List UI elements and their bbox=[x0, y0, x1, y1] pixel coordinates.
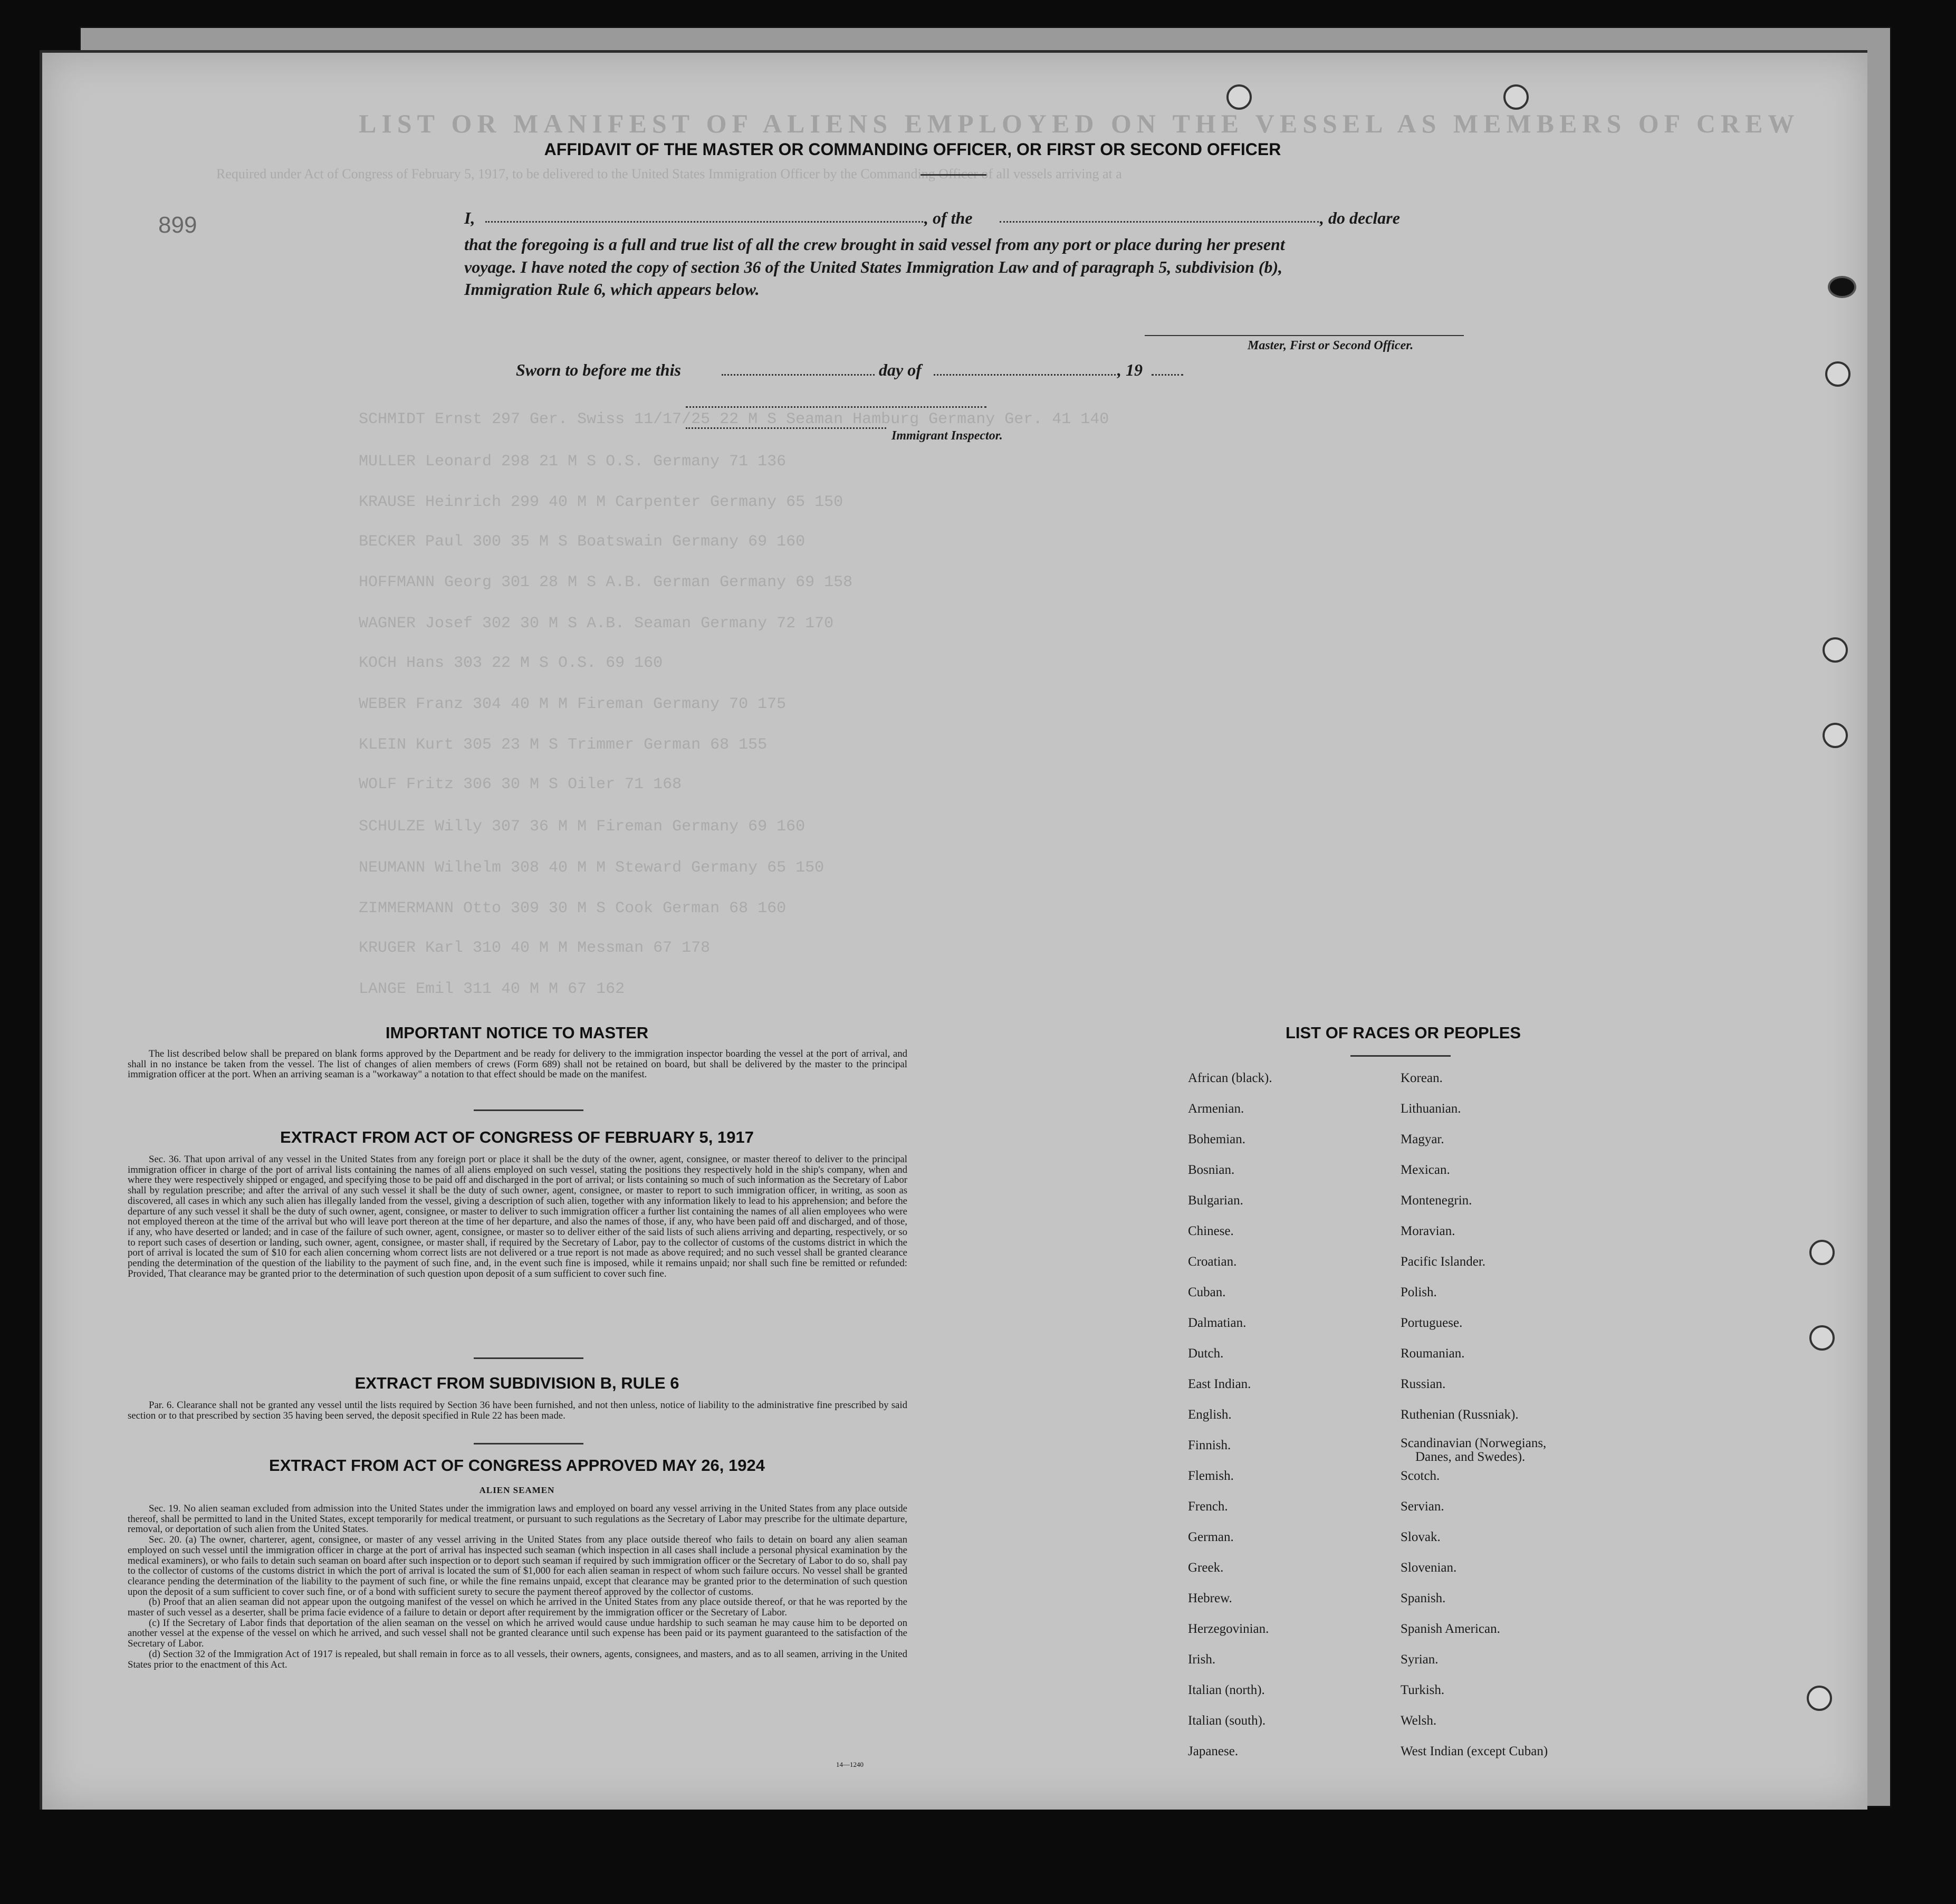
sec36-paragraph: Sec. 36. That upon arrival of any vessel in the United States from any foreign port or place it shall be the duty of the owner, agent, consignee, or master thereof to deliver to the principal immigration officer in charge of the port of arrival lists containing the names of all aliens employed on such vessel, stating the positions they respectively hold in the ship's company, when and where they were respectively shipped or engaged, and specifying those to be paid off and discharged in the port of arrival; or lists containing so much of such information as the Secretary of Labor shall by regulation prescribe; and after the arrival of any such vessel it shall be the duty of such owner, agent, consignee, or master to report to such immigration officer, in writing, as soon as discovered, all cases in which any such alien has illegally landed from the vessel, giving a description of such alien, together with any information likely to lead to his apprehension; and before the departure of any such vessel it shall be the duty of such owner, agent, consignee, or master to deliver to such immigration officer a further list containing the names of all alien employees who were not employed thereon at the time of the arrival but who will leave port thereon at the time of her departure, and also the names of those, if any, who have been paid off and discharged, and of those, if any, who have deserted or landed; and in case of the failure of such owner, agent, consignee, or master so to deliver either of the said lists of such aliens arriving and departing, respectively, or so to report such cases of desertion or landing, such owner, agent, consignee, or master shall, if required by the Secretary of Labor, pay to the collector of customs of the customs district in which the port of arrival is located the sum of $10 for each alien concerning whom correct lists are not delivered or a true report is not made as above required; and no such vessel shall be granted clearance pending the determination of the question of the liability to the payment of such fine, and, in the event such fine is imposed, while it remains unpaid; nor shall such fine be remitted or refunded: Provided, That clearance may be granted prior to the determination of such question upon deposit of a sum sufficient to cover such fine. bbox=[128, 1154, 907, 1279]
divider bbox=[474, 1357, 583, 1359]
race-item: Dutch. bbox=[1188, 1346, 1224, 1361]
binder-hole bbox=[1823, 723, 1848, 748]
sec20c-paragraph: (c) If the Secretary of Labor finds that deportation of the alien seaman on the vessel on which he arrived would cause undue hardship to such seaman he may cause him to be deported on another vessel at the expense of the vessel on which he arrived, and such vessel shall not be granted clearance until such expense has been paid or its payment guaranteed to the satisfaction of the Secretary of Labor. bbox=[128, 1617, 907, 1650]
race-item: Bosnian. bbox=[1188, 1163, 1235, 1177]
binder-hole bbox=[1825, 361, 1850, 387]
name-blank[interactable] bbox=[485, 221, 923, 223]
race-item: Polish. bbox=[1401, 1285, 1437, 1299]
race-item: Korean. bbox=[1401, 1071, 1443, 1085]
extract-1924-body bbox=[128, 1504, 907, 1670]
race-item: Herzegovinian. bbox=[1188, 1622, 1269, 1636]
inspector-signature-line[interactable] bbox=[686, 406, 986, 408]
form-code: 14—1240 bbox=[836, 1761, 864, 1768]
race-item: Welsh. bbox=[1401, 1714, 1437, 1728]
alien-seamen-subtitle: ALIEN SEAMEN bbox=[479, 1485, 555, 1495]
race-item: Slovenian. bbox=[1401, 1561, 1457, 1575]
race-item: Turkish. bbox=[1401, 1683, 1445, 1697]
race-item: Roumanian. bbox=[1401, 1346, 1465, 1361]
race-item: Cuban. bbox=[1188, 1285, 1226, 1299]
race-item: Japanese. bbox=[1188, 1744, 1239, 1758]
race-item: Italian (north). bbox=[1188, 1683, 1265, 1697]
sec19-paragraph: Sec. 19. No alien seaman excluded from admission into the United States under the immigration laws and employed on board any vessel arriving in the United States from any place outside thereof, shall be permitted to land in the United States, except temporarily for medical treatment, or pursuant to such regulations as the Secretary of Labor may prescribe for the ultimate departure, removal, or deportation of such alien from the United States. bbox=[128, 1503, 907, 1535]
race-item: Scotch. bbox=[1401, 1469, 1440, 1483]
declare-label: , do declare bbox=[1320, 208, 1400, 227]
race-item: Spanish American. bbox=[1401, 1622, 1500, 1636]
affidavit-i-label: I, bbox=[464, 208, 475, 227]
race-item: Lithuanian. bbox=[1401, 1102, 1461, 1116]
race-item: Bohemian. bbox=[1188, 1132, 1246, 1146]
race-item: Finnish. bbox=[1188, 1438, 1231, 1452]
divider bbox=[474, 1109, 583, 1111]
divider bbox=[921, 174, 986, 176]
race-item: Armenian. bbox=[1188, 1102, 1244, 1116]
inspector-label: Immigrant Inspector. bbox=[891, 429, 1003, 443]
race-item: Moravian. bbox=[1401, 1224, 1455, 1238]
race-item: Dalmatian. bbox=[1188, 1316, 1247, 1330]
affidavit-line-3: voyage. I have noted the copy of section 36 of the United States Immigration Law and of paragraph 5, subdivision (b), bbox=[464, 257, 1283, 276]
race-item: East Indian. bbox=[1188, 1377, 1251, 1391]
race-item-continued: Danes, and Swedes). bbox=[1415, 1450, 1526, 1464]
race-item: Slovak. bbox=[1401, 1530, 1441, 1544]
race-item: Montenegrin. bbox=[1401, 1193, 1472, 1208]
race-item: West Indian (except Cuban) bbox=[1401, 1744, 1548, 1758]
master-signature-label: Master, First or Second Officer. bbox=[1248, 339, 1414, 352]
sec20d-paragraph: (d) Section 32 of the Immigration Act of 1917 is repealed, but shall remain in force as to all vessels, their owners, agents, consignees, and masters, and as to all seamen, arriving in the United States prior to the enactment of this Act. bbox=[128, 1648, 907, 1670]
binder-hole bbox=[1807, 1686, 1832, 1711]
sec20b-paragraph: (b) Proof that an alien seaman did not appear upon the outgoing manifest of the vessel on which he arrived in the United States from any place outside thereof, or that he was reported by the master of such vessel as a deserter, shall be prima facie evidence of a failure to detain or deport after requirement by the immigration officer or the Secretary of Labor. bbox=[128, 1596, 907, 1619]
race-item: Flemish. bbox=[1188, 1469, 1234, 1483]
affidavit-title: AFFIDAVIT OF THE MASTER OR COMMANDING OFFICER, OR FIRST OR SECOND OFFICER bbox=[544, 140, 1281, 159]
affidavit-line-1 bbox=[464, 208, 1480, 229]
race-item: Irish. bbox=[1188, 1652, 1216, 1667]
race-item: Spanish. bbox=[1401, 1591, 1446, 1605]
race-item: Greek. bbox=[1188, 1561, 1224, 1575]
race-item: African (black). bbox=[1188, 1071, 1272, 1085]
extract-1917-body bbox=[128, 1154, 907, 1279]
race-item: French. bbox=[1188, 1499, 1228, 1514]
extract-rule6-body bbox=[128, 1400, 907, 1421]
notice-title: IMPORTANT NOTICE TO MASTER bbox=[385, 1023, 649, 1042]
race-item: Scandinavian (Norwegians, bbox=[1401, 1436, 1547, 1450]
race-item: Chinese. bbox=[1188, 1224, 1234, 1238]
race-item: Hebrew. bbox=[1188, 1591, 1232, 1605]
of-the-label: , of the bbox=[924, 208, 973, 227]
race-item: Croatian. bbox=[1188, 1255, 1237, 1269]
extract-1924-title: EXTRACT FROM ACT OF CONGRESS APPROVED MAY 26, 1924 bbox=[269, 1456, 765, 1475]
race-item: Syrian. bbox=[1401, 1652, 1439, 1667]
race-item: Magyar. bbox=[1401, 1132, 1444, 1146]
binder-hole bbox=[1809, 1325, 1835, 1351]
sec20a-paragraph: Sec. 20. (a) The owner, charterer, agent, consignee, or master of any vessel arriving in the United States from any place outside thereof who fails to detain on board any alien seaman employed on such vessel until the immigration officer in charge at the port of arrival has inspected such seaman (which inspection in all cases shall include a personal physical examination by the medical examiners), or who fails to detain such seaman on board after such inspection or to deport such seaman if required by such immigration officer or the Secretary of Labor to do so, shall pay to the collector of customs of the customs district in which the port of arrival is located the sum of $1,000 for each alien seaman in respect of whom such failure occurs. No vessel shall be granted clearance pending the determination of the liability to the payment of such fine, or while the fine remains unpaid, except that clearance may be granted prior to the determination of such question upon the deposit of a sum sufficient to cover such fine, or of a bond with sufficient surety to secure the payment thereof approved by the collector of customs. bbox=[128, 1534, 907, 1597]
bleed-through-subtitle: Required under Act of Congress of February 5, 1917, to be delivered to the United States Immigration Officer by the Commanding Officer of all vessels arriving at a bbox=[216, 166, 1122, 181]
binder-hole bbox=[1226, 84, 1252, 110]
notice-body bbox=[128, 1049, 907, 1080]
inspector-signature-line[interactable] bbox=[686, 427, 886, 429]
race-item: Mexican. bbox=[1401, 1163, 1450, 1177]
year-label: , 19 bbox=[1117, 360, 1143, 379]
race-item: Ruthenian (Russniak). bbox=[1401, 1408, 1519, 1422]
binder-hole bbox=[1828, 276, 1856, 298]
binder-hole bbox=[1823, 637, 1848, 663]
race-item: Italian (south). bbox=[1188, 1714, 1266, 1728]
notice-paragraph: The list described below shall be prepared on blank forms approved by the Department and be ready for delivery to the immigration inspector boarding the vessel at the port of arrival, and shall in no instance be taken from the vessel. The list of changes of alien members of crews (Form 689) shall not be retained on board, but shall be delivered by the master to the principal immigration officer at the port. When an arriving seaman is a "workaway" a notation to that effect should be made on the manifest. bbox=[128, 1048, 907, 1080]
sworn-prefix: Sworn to before me this bbox=[516, 360, 681, 379]
race-item: Bulgarian. bbox=[1188, 1193, 1243, 1208]
race-item: English. bbox=[1188, 1408, 1232, 1422]
divider bbox=[1350, 1055, 1451, 1057]
extract-rule6-title: EXTRACT FROM SUBDIVISION B, RULE 6 bbox=[354, 1374, 679, 1392]
race-item: German. bbox=[1188, 1530, 1234, 1544]
races-right-column bbox=[1401, 1071, 1622, 1773]
vessel-blank[interactable] bbox=[1000, 221, 1319, 223]
affidavit-line-4: Immigration Rule 6, which appears below. bbox=[464, 280, 760, 299]
bleed-through-title: LIST OR MANIFEST OF ALIENS EMPLOYED ON THE VESSEL AS MEMBERS OF CREW bbox=[359, 109, 1800, 138]
races-title: LIST OF RACES OR PEOPLES bbox=[1285, 1023, 1521, 1042]
affidavit-line-2: that the foregoing is a full and true list of all the crew brought in said vessel from any port or place during her present bbox=[464, 235, 1285, 254]
margin-number: 899 bbox=[158, 212, 197, 238]
race-item: Servian. bbox=[1401, 1499, 1444, 1514]
day-of-label: day of bbox=[879, 360, 922, 379]
race-item: Russian. bbox=[1401, 1377, 1446, 1391]
race-item: Portuguese. bbox=[1401, 1316, 1463, 1330]
races-left-column bbox=[1188, 1071, 1388, 1773]
month-blank[interactable] bbox=[934, 374, 1116, 376]
divider bbox=[474, 1443, 583, 1444]
extract-1917-title: EXTRACT FROM ACT OF CONGRESS OF FEBRUARY 5, 1917 bbox=[280, 1128, 754, 1146]
race-item: Pacific Islander. bbox=[1401, 1255, 1486, 1269]
year-blank[interactable] bbox=[1152, 374, 1183, 376]
binder-hole bbox=[1503, 84, 1529, 110]
binder-hole bbox=[1809, 1240, 1835, 1265]
rule6-paragraph: Par. 6. Clearance shall not be granted any vessel until the lists required by Section 36 have been furnished, and not then unless, notice of liability to the administrative fine prescribed by said section or to that prescribed by section 35 having been served, the deposit specified in Rule 22 has been made. bbox=[128, 1400, 907, 1421]
master-signature-line[interactable] bbox=[1145, 335, 1464, 336]
sworn-line bbox=[516, 360, 1186, 381]
day-blank[interactable] bbox=[722, 374, 875, 376]
